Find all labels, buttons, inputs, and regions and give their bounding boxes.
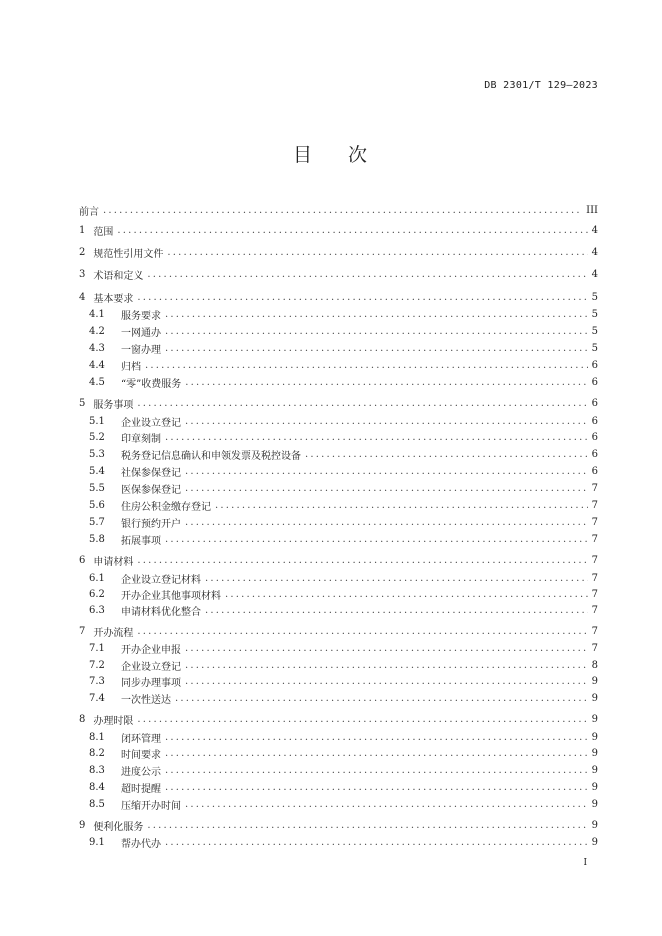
toc-entry-number: 1 xyxy=(79,225,86,236)
toc-entry[interactable] xyxy=(0,531,662,548)
toc-entry[interactable] xyxy=(0,796,662,813)
toc-entry-page: 9 xyxy=(591,693,598,704)
toc-entry-number: 6.3 xyxy=(89,605,105,616)
toc-entry-label: 一网通办 xyxy=(121,328,161,339)
toc-leader-dots xyxy=(165,343,588,354)
toc-entry[interactable] xyxy=(0,374,662,391)
toc-entry-label: 超时提醒 xyxy=(121,784,161,795)
toc-entry[interactable] xyxy=(0,570,662,587)
toc-leader-dots xyxy=(165,732,588,743)
toc-entry-label: 闭环管理 xyxy=(121,734,161,745)
toc-entry-page: 7 xyxy=(591,500,598,511)
toc-entry[interactable] xyxy=(0,222,662,239)
toc-leader-dots xyxy=(165,748,588,759)
toc-leader-dots xyxy=(103,205,582,216)
toc-entry-page: 9 xyxy=(591,676,598,687)
toc-entry-page: 5 xyxy=(591,326,598,337)
toc-entry[interactable] xyxy=(0,497,662,514)
toc-entry-number: 4.5 xyxy=(89,377,105,388)
toc-entry[interactable] xyxy=(0,429,662,446)
toc-entry-page: 6 xyxy=(591,377,598,388)
toc-entry-number: 5 xyxy=(79,398,86,409)
toc-entry-page: 7 xyxy=(591,643,598,654)
toc-entry[interactable] xyxy=(0,640,662,657)
toc-leader-dots xyxy=(185,377,587,388)
toc-entry-number: 7.1 xyxy=(89,643,105,654)
toc-entry-number: 4.3 xyxy=(89,343,105,354)
toc-entry-page: 7 xyxy=(591,555,598,566)
toc-entry[interactable] xyxy=(0,657,662,674)
toc-leader-dots xyxy=(185,517,588,528)
toc-leader-dots xyxy=(305,449,588,460)
toc-entry-label: 前言 xyxy=(79,207,99,218)
toc-entry-page: 5 xyxy=(591,309,598,320)
toc-leader-dots xyxy=(185,643,588,654)
toc-entry[interactable] xyxy=(0,586,662,603)
toc-entry[interactable] xyxy=(0,266,662,283)
toc-entry-label: 印章刻制 xyxy=(121,434,161,445)
page-number: I xyxy=(583,858,587,868)
toc-entry-number: 4.2 xyxy=(89,326,105,337)
toc-entry-label: 企业设立登记 xyxy=(121,418,181,429)
toc-entry-number: 7.2 xyxy=(89,660,105,671)
toc-leader-dots xyxy=(165,837,588,848)
toc-entry[interactable] xyxy=(0,623,662,640)
toc-entry-number: 6.1 xyxy=(89,573,105,584)
toc-entry-number: 5.7 xyxy=(89,517,105,528)
toc-entry-label: 归档 xyxy=(121,362,141,373)
toc-leader-dots xyxy=(165,782,588,793)
toc-leader-dots xyxy=(165,534,588,545)
toc-entry-label: 基本要求 xyxy=(93,294,134,305)
toc-entry-label: 一次性送达 xyxy=(121,695,171,706)
toc-entry-label: 企业设立登记材料 xyxy=(121,575,201,586)
toc-entry[interactable] xyxy=(0,340,662,357)
toc-entry-page: 9 xyxy=(591,732,598,743)
toc-entry-page: 7 xyxy=(591,517,598,528)
toc-leader-dots xyxy=(117,225,587,236)
toc-entry-label: 一窗办理 xyxy=(121,345,161,356)
toc-entry-page: 4 xyxy=(591,269,598,280)
toc-entry-page: 7 xyxy=(591,573,598,584)
toc-leader-dots xyxy=(205,573,588,584)
toc-entry-label: 帮办代办 xyxy=(121,839,161,850)
toc-entry-label: 进度公示 xyxy=(121,767,161,778)
toc-entry-label: 申请材料 xyxy=(93,557,134,568)
toc-entry[interactable] xyxy=(0,306,662,323)
toc-leader-dots xyxy=(137,714,587,725)
toc-entry-label: 住房公积金缴存登记 xyxy=(121,502,211,513)
toc-entry-label: 拓展事项 xyxy=(121,536,161,547)
toc-entry-page: 5 xyxy=(591,343,598,354)
toc-entry-number: 9 xyxy=(79,820,86,831)
toc-leader-dots xyxy=(147,820,587,831)
toc-leader-dots xyxy=(185,676,588,687)
toc-entry[interactable] xyxy=(0,762,662,779)
toc-entry-page: 9 xyxy=(591,799,598,810)
toc-entry-label: 术语和定义 xyxy=(93,271,144,282)
toc-entry-label: 时间要求 xyxy=(121,750,161,761)
toc-entry-number: 8.2 xyxy=(89,748,105,759)
toc-entry-number: 8.3 xyxy=(89,765,105,776)
toc-entry[interactable] xyxy=(0,463,662,480)
toc-entry-number: 7.3 xyxy=(89,676,105,687)
toc-leader-dots xyxy=(225,589,588,600)
toc-entry-number: 4.4 xyxy=(89,360,105,371)
toc-leader-dots xyxy=(165,765,588,776)
toc-entry[interactable] xyxy=(0,395,662,412)
toc-entry[interactable] xyxy=(0,745,662,762)
toc-entry-label: 开办流程 xyxy=(93,628,134,639)
toc-entry-page: 9 xyxy=(591,748,598,759)
toc-leader-dots xyxy=(185,416,588,427)
toc-entry-number: 7 xyxy=(79,626,86,637)
toc-entry[interactable] xyxy=(0,690,662,707)
toc-entry-page: 7 xyxy=(591,483,598,494)
toc-entry-number: 8.4 xyxy=(89,782,105,793)
toc-entry-page: 7 xyxy=(591,534,598,545)
toc-entry-label: 税务登记信息确认和申领发票及税控设备 xyxy=(121,451,301,462)
toc-entry-number: 4.1 xyxy=(89,309,105,320)
toc-leader-dots xyxy=(147,269,587,280)
toc-entry-label: 银行预约开户 xyxy=(121,519,181,530)
toc-leader-dots xyxy=(185,660,588,671)
toc-entry-label: 申请材料优化整合 xyxy=(121,607,201,618)
toc-entry[interactable] xyxy=(0,357,662,374)
toc-leader-dots xyxy=(145,360,588,371)
toc-entry-page: 5 xyxy=(591,292,598,303)
toc-entry-page: III xyxy=(586,205,598,216)
toc-entry[interactable] xyxy=(0,673,662,690)
toc-title-char-2: 次 xyxy=(348,144,370,166)
toc-entry-label: 同步办理事项 xyxy=(121,678,181,689)
toc-entry-number: 8 xyxy=(79,714,86,725)
toc-leader-dots xyxy=(175,693,588,704)
toc-entry-page: 4 xyxy=(591,225,598,236)
toc-leader-dots xyxy=(137,292,587,303)
toc-entry-page: 6 xyxy=(591,360,598,371)
toc-entry-page: 9 xyxy=(591,782,598,793)
toc-entry-page: 9 xyxy=(591,837,598,848)
toc-entry-label: 企业设立登记 xyxy=(121,662,181,673)
toc-entry-page: 6 xyxy=(591,432,598,443)
toc-entry-page: 6 xyxy=(591,398,598,409)
toc-entry-label: 医保参保登记 xyxy=(121,485,181,496)
toc-entry-page: 6 xyxy=(591,466,598,477)
toc-entry-page: 7 xyxy=(591,626,598,637)
toc-entry[interactable] xyxy=(0,244,662,261)
toc-entry[interactable] xyxy=(0,446,662,463)
toc-entry-page: 6 xyxy=(591,416,598,427)
toc-leader-dots xyxy=(137,398,587,409)
toc-leader-dots xyxy=(137,555,587,566)
toc-entry[interactable] xyxy=(0,514,662,531)
toc-leader-dots xyxy=(137,626,587,637)
toc-entry-page: 4 xyxy=(591,247,598,258)
toc-entry-number: 6.2 xyxy=(89,589,105,600)
toc-entry-number: 5.4 xyxy=(89,466,105,477)
toc-entry-page: 8 xyxy=(591,660,598,671)
toc-entry-number: 5.3 xyxy=(89,449,105,460)
toc-entry-number: 7.4 xyxy=(89,693,105,704)
toc-entry[interactable] xyxy=(0,289,662,306)
toc-entry-label: 便利化服务 xyxy=(93,822,144,833)
toc-leader-dots xyxy=(165,432,588,443)
toc-entry-label: 开办企业申报 xyxy=(121,645,181,656)
toc-leader-dots xyxy=(185,466,588,477)
toc-entry-page: 9 xyxy=(591,714,598,725)
toc-entry-number: 5.8 xyxy=(89,534,105,545)
toc-entry-label: 服务要求 xyxy=(121,311,161,322)
toc-entry-number: 5.6 xyxy=(89,500,105,511)
toc-entry-number: 6 xyxy=(79,555,86,566)
toc-entry[interactable] xyxy=(0,552,662,569)
toc-leader-dots xyxy=(185,483,588,494)
toc-entry-page: 7 xyxy=(591,589,598,600)
toc-entry-number: 2 xyxy=(79,247,86,258)
standard-code: DB 2301/T 129—2023 xyxy=(484,80,598,91)
toc-leader-dots xyxy=(185,799,588,810)
toc-entry[interactable] xyxy=(0,413,662,430)
toc-entry-number: 9.1 xyxy=(89,837,105,848)
toc-entry-page: 7 xyxy=(591,605,598,616)
toc-leader-dots xyxy=(205,605,588,616)
toc-entry-number: 5.5 xyxy=(89,483,105,494)
toc-title-char-1: 目 xyxy=(292,144,314,166)
toc-leader-dots xyxy=(165,309,588,320)
toc-entry-label: 范围 xyxy=(93,227,114,238)
toc-entry-number: 8.5 xyxy=(89,799,105,810)
toc-entry[interactable] xyxy=(0,202,662,219)
toc-leader-dots xyxy=(165,326,588,337)
toc-entry-number: 8.1 xyxy=(89,732,105,743)
toc-entry-number: 5.1 xyxy=(89,416,105,427)
toc-leader-dots xyxy=(167,247,587,258)
toc-entry-number: 5.2 xyxy=(89,432,105,443)
toc-entry-page: 9 xyxy=(591,820,598,831)
toc-entry[interactable] xyxy=(0,711,662,728)
toc-entry-page: 6 xyxy=(591,449,598,460)
toc-entry-number: 3 xyxy=(79,269,86,280)
toc-entry[interactable] xyxy=(0,817,662,834)
toc-entry-label: “零”收费服务 xyxy=(121,379,182,390)
toc-entry[interactable] xyxy=(0,323,662,340)
toc-entry-label: 开办企业其他事项材料 xyxy=(121,591,221,602)
toc-entry[interactable] xyxy=(0,729,662,746)
toc-entry[interactable] xyxy=(0,602,662,619)
toc-entry[interactable] xyxy=(0,779,662,796)
toc-title xyxy=(0,140,662,167)
toc-entry[interactable] xyxy=(0,480,662,497)
toc-entry-label: 办理时限 xyxy=(93,716,134,727)
toc-entry-label: 压缩开办时间 xyxy=(121,801,181,812)
toc-leader-dots xyxy=(215,500,588,511)
toc-entry-label: 规范性引用文件 xyxy=(93,249,164,260)
toc-entry-label: 社保参保登记 xyxy=(121,468,181,479)
toc-entry-page: 9 xyxy=(591,765,598,776)
toc-entry[interactable] xyxy=(0,834,662,851)
toc-entry-label: 服务事项 xyxy=(93,400,134,411)
toc-entry-number: 4 xyxy=(79,292,86,303)
